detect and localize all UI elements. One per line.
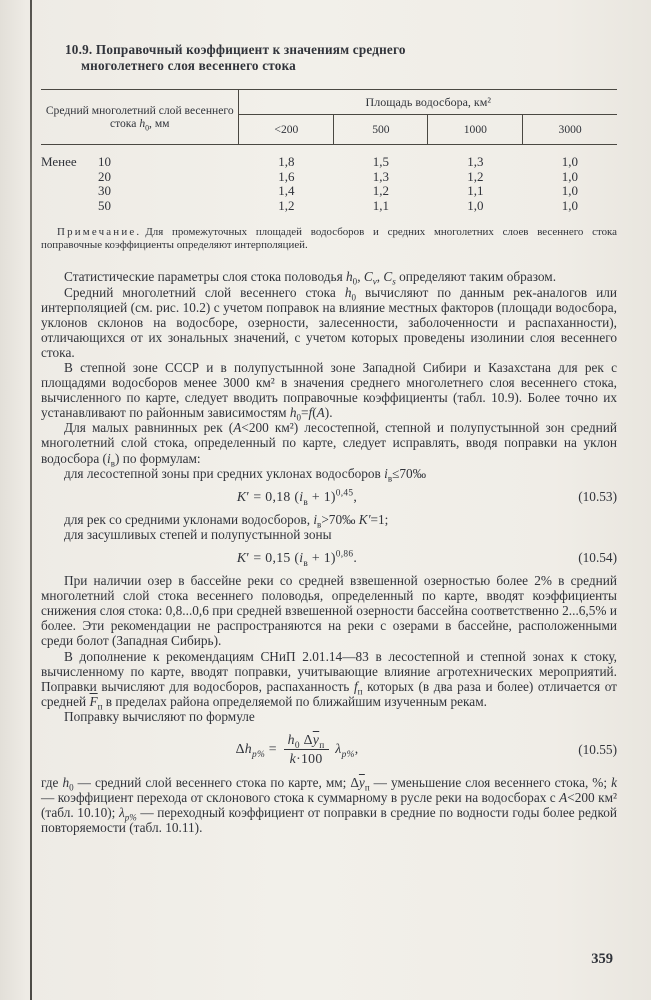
paragraph-definitions: где $h_0$ — средний слой весеннего стока по карте, мм; $\Delta\overline{y}_п$ — уменьшение слоя весеннего стока, %; k — коэффициент перехода от склонового стока к суммарному в русле реки на водосборах с A<200 км² (табл. 10.10); $\lambda_{p\%}$ — переходный коэффициент от поправки в средние по водности годы более редкой повторяемости (табл. 10.11). bbox=[41, 774, 617, 836]
row-label bbox=[41, 199, 239, 214]
formula-10-55-lhs: $\Delta h_{p\%}$ = bbox=[235, 740, 281, 760]
table-header bbox=[41, 90, 617, 145]
note-text: Для промежуточных площадей водосборов и средних многолетних слоев весеннего стока поправочные коэффициенты определяют интерполяцией. bbox=[41, 226, 617, 252]
formula-10-53-expression: K′ = 0,18 $(i_в + 1)^{0,45}$, bbox=[236, 488, 358, 508]
paragraph-snip-additions: В дополнение к рекомендациям СНиП 2.01.14—83 в лесостепной и степной зонах к стоку, вычисленному по карте, вводят поправки, учитывающие влияние агротехнических мероприятий. Поправки вычисляют для водосборов, распаханность $f_п$ которых (в два раза и более) отличается от средней $\overline{F}_п$ в пределах района определяемой по ближайшим изученным рекам. bbox=[41, 648, 617, 712]
formula-10-53-number: (10.53) bbox=[578, 488, 617, 504]
page-edge-line bbox=[30, 0, 32, 1000]
table-row bbox=[41, 145, 617, 170]
table-cell: 1,0 bbox=[561, 183, 578, 198]
paragraph-lakes: При наличии озер в бассейне реки со средней взвешенной озерностью более 2% в средний многолетний слой стока весеннего половодья, определенный по карте, вводят коэффициенты снижения слоя стока: 0,8...0,6 при средней взвешенной озерности бассейна соответственно 2...6,5% и более. Эти рекомендации не распространяются на реки с озерами в бассейне, расположенными среди болот (Западная Сибирь). bbox=[41, 573, 617, 649]
paragraph-mean-layer: Средний многолетний слой весеннего стока $h_0$ вычисляют по данным рек-аналогов или интерполяцией (см. рис. 10.2) с учетом поправок на влияние местных факторов (площади водосбора, уклонов склонов на водосборе, озерности, залесенности, заболоченности и распаханности), отличающихся от их зональных значений, с учетом которых проведены изолинии слоя весеннего стока. bbox=[41, 284, 617, 360]
table-header-row-1 bbox=[41, 90, 617, 115]
row-label bbox=[41, 170, 239, 185]
page-number: 359 bbox=[591, 951, 613, 967]
table-cell: 1,1 bbox=[372, 197, 390, 213]
formula-10-55-expression bbox=[41, 732, 553, 767]
row-label bbox=[41, 145, 239, 170]
table-body bbox=[41, 145, 617, 214]
row-label-value: 20 bbox=[98, 168, 111, 184]
formula-10-55-number: (10.55) bbox=[578, 741, 617, 757]
table-cell: 1,2 bbox=[372, 183, 390, 198]
table-cell: 1,5 bbox=[372, 154, 390, 169]
table-cell: 1,3 bbox=[372, 168, 390, 184]
column-header-500: 500 bbox=[334, 115, 428, 145]
fraction-denominator: k·100 bbox=[289, 750, 323, 766]
table-row bbox=[41, 184, 617, 199]
row-label-value: 50 bbox=[98, 197, 111, 213]
paragraph-small-rivers: Для малых равнинных рек (A<200 км²) лесостепной, степной и полупустынной зон средний многолетний слой стока, определенный по карте, следует исправлять, вводя поправки на уклон водосбора $(i_в)$ по формулам: bbox=[41, 420, 617, 469]
table-cell: 1,2 bbox=[467, 168, 484, 184]
row-label-prefix: Менее bbox=[41, 154, 77, 169]
row-label bbox=[41, 184, 239, 199]
table-cell: 1,2 bbox=[278, 197, 295, 213]
page-content bbox=[41, 42, 617, 835]
formula-10-54-number: (10.54) bbox=[578, 550, 617, 565]
paragraph-statistical-params: Статистические параметры слоя стока половодья $h_0$, $C_v$, $C_s$ определяют таким образом. bbox=[64, 269, 557, 288]
table-cell: 1,4 bbox=[278, 183, 295, 198]
table-caption-line1: 10.9. Поправочный коэффициент к значениям среднего bbox=[65, 42, 406, 57]
table-cell: 1,0 bbox=[561, 168, 578, 184]
table-group-header: Площадь водосбора, км² bbox=[239, 90, 617, 115]
table-note bbox=[41, 226, 617, 252]
formula-10-54-expression: K′ = 0,15 $(i_в + 1)^{0,86}$. bbox=[236, 549, 358, 569]
note-label: Примечание. bbox=[57, 226, 142, 238]
formula-10-55-rhs: $\lambda_{p\%}$, bbox=[331, 740, 359, 760]
paragraph-medium-slopes: для рек со средними уклонами водосборов, $i_в>70‰$ K′=1; bbox=[64, 511, 389, 530]
table-row bbox=[41, 170, 617, 185]
body-text bbox=[41, 269, 617, 835]
row-label-value: 10 bbox=[98, 154, 111, 169]
paragraph-forest-steppe-condition: для лесостепной зоны при средних уклонах водосборов $i_в\le 70‰$ bbox=[64, 465, 427, 484]
column-header-1000: 1000 bbox=[428, 115, 523, 145]
row-label-value: 30 bbox=[98, 183, 111, 198]
column-header-3000: 3000 bbox=[523, 115, 617, 145]
table-cell: 1,0 bbox=[561, 197, 578, 213]
formula-10-54 bbox=[41, 549, 617, 569]
correction-coefficients-table bbox=[41, 89, 617, 213]
paragraph-steppe-zone: В степной зоне СССР и в полупустынной зоне Западной Сибири и Казахстана для рек с площадями водосборов менее 3000 км² в значения среднего многолетнего слоя весеннего стока, вычисленного по карте, следует вводить поправочные коэффициенты (табл. 10.9). Более точно их устанавливают по районным зависимостям $h_0=f(A)$. bbox=[41, 359, 617, 423]
table-cell: 1,3 bbox=[467, 154, 484, 169]
table-cell: 1,0 bbox=[467, 197, 484, 213]
fraction-numerator: $h_0$ $\Delta\overline{y}_п$ bbox=[284, 732, 329, 750]
table-cell: 1,0 bbox=[561, 154, 578, 169]
table-caption-line2: многолетнего слоя весеннего стока bbox=[81, 58, 296, 73]
table-stub-header: Средний многолетний слой весеннего стока $h_0$, мм bbox=[41, 90, 239, 145]
table-cell: 1,8 bbox=[278, 154, 295, 169]
column-header-200: <200 bbox=[239, 115, 334, 145]
table-cell: 1,1 bbox=[467, 183, 484, 198]
paragraph-arid-steppes: для засушливых степей и полупустынной зоны bbox=[64, 526, 332, 542]
table-cell: 1,6 bbox=[278, 168, 295, 184]
formula-10-53 bbox=[41, 488, 617, 508]
table-row bbox=[41, 199, 617, 214]
formula-10-55 bbox=[41, 732, 617, 767]
table-caption bbox=[41, 42, 617, 74]
paragraph-correction-intro: Поправку вычисляют по формуле bbox=[64, 708, 255, 724]
formula-10-55-fraction bbox=[284, 732, 329, 767]
